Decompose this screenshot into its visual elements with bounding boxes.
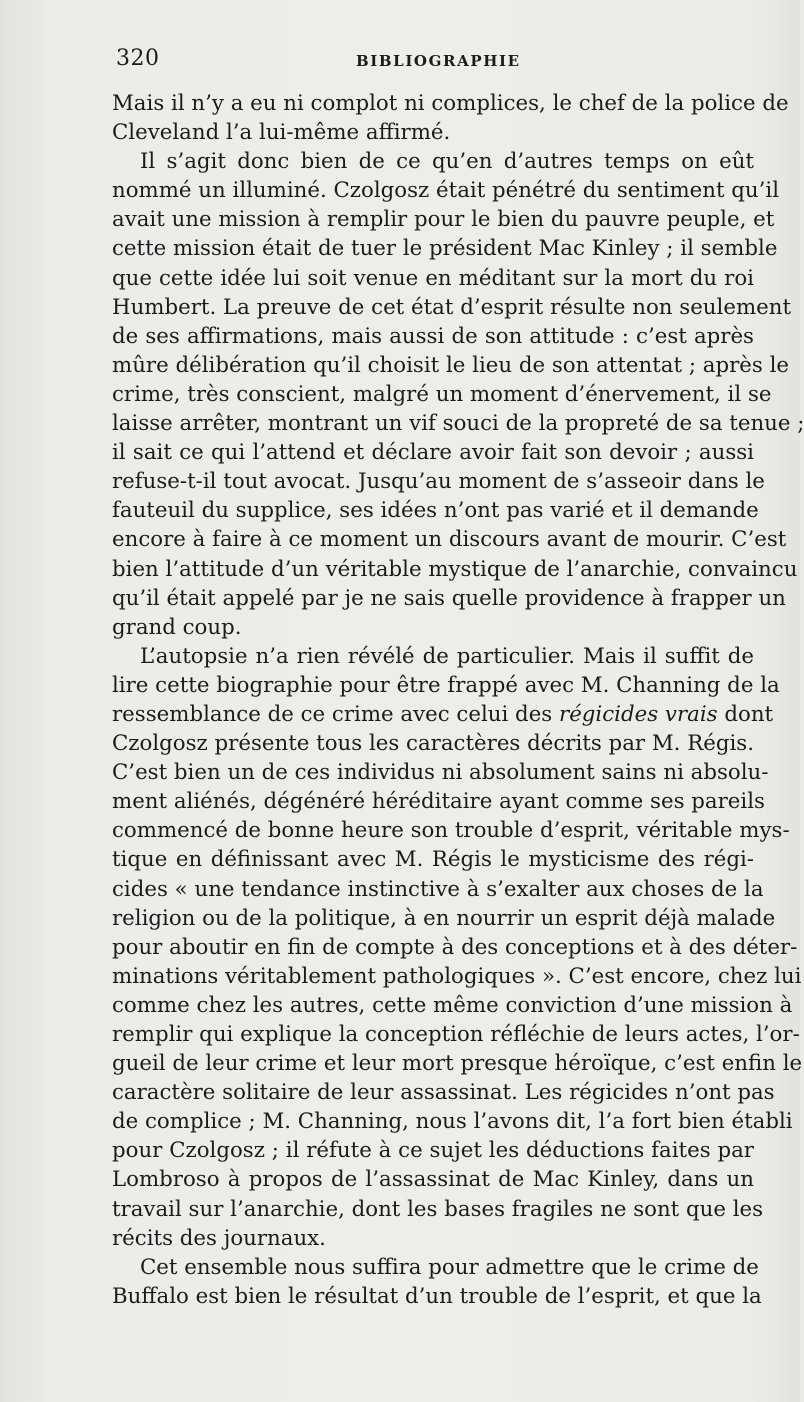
text-line: lire cette biographie pour être frappé avec M. Channing de la — [112, 672, 780, 698]
text-line: que cette idée lui soit venue en méditant sur la mort du roi — [112, 265, 754, 291]
text-line: avait une mission à remplir pour le bien du pauvre peuple, et — [112, 207, 775, 233]
text-line: Lombroso à propos de l’assassinat de Mac Kinley, dans un — [112, 1167, 754, 1193]
text-line-with-italic — [112, 700, 774, 729]
paragraph-start-line: Cet ensemble nous suffira pour admettre que le crime de — [140, 1254, 759, 1280]
text-line: fauteuil du supplice, ses idées n’ont pas varié et il demande — [112, 498, 759, 524]
text-line: de complice ; M. Channing, nous l’avons dit, l’a fort bien établi — [112, 1109, 793, 1135]
text-line: il sait ce qui l’attend et déclare avoir fait son devoir ; aussi — [112, 440, 754, 466]
body-text — [112, 89, 804, 1311]
page-header — [116, 46, 756, 80]
italic-term: régicides vrais — [559, 701, 718, 727]
text-line: grand coup. — [112, 614, 242, 640]
text-line: ment aliénés, dégénéré héréditaire ayant comme ses pareils — [112, 789, 765, 815]
text-line: caractère solitaire de leur assassinat. Les régicides n’ont pas — [112, 1080, 775, 1106]
text-line: Czolgosz présente tous les caractères décrits par M. Régis. — [112, 731, 754, 757]
text-line: Cleveland l’a lui-même affirmé. — [112, 120, 451, 146]
text-line: cides « une tendance instinctive à s’exalter aux choses de la — [112, 876, 764, 902]
running-title: BIBLIOGRAPHIE — [356, 52, 521, 70]
text-line: Buffalo est bien le résultat d’un trouble de l’esprit, et que la — [112, 1283, 762, 1309]
text-line: travail sur l’anarchie, dont les bases fragiles ne sont que les — [112, 1196, 764, 1222]
text-line: tique en définissant avec M. Régis le mysticisme des régi- — [112, 847, 754, 873]
text-line: gueil de leur crime et leur mort presque héroïque, c’est enfin le — [112, 1051, 803, 1077]
text-line: refuse-t-il tout avocat. Jusqu’au moment de s’asseoir dans le — [112, 469, 765, 495]
text-line: de ses affirmations, mais aussi de son attitude : c’est après — [112, 323, 754, 349]
paragraph-start-line: Il s’agit donc bien de ce qu’en d’autres temps on eût — [140, 149, 754, 175]
text-line: encore à faire à ce moment un discours avant de mourir. C’est — [112, 527, 787, 553]
text-line: remplir qui explique la conception réfléchie de leurs actes, l’or- — [112, 1022, 800, 1047]
paragraph-start-line: L’autopsie n’a rien révélé de particulier. Mais il suffit de — [140, 643, 754, 669]
text-line: mûre délibération qu’il choisit le lieu de son attentat ; après le — [112, 352, 789, 378]
text-line: cette mission était de tuer le président Mac Kinley ; il semble — [112, 236, 778, 262]
text-line: Humbert. La preuve de cet état d’esprit résulte non seulement — [112, 294, 792, 320]
text-line: C’est bien un de ces individus ni absolument sains ni absolu- — [112, 760, 769, 786]
page-number: 320 — [116, 46, 160, 71]
text-line: laisse arrêter, montrant un vif souci de la propreté de sa tenue ; — [112, 411, 804, 437]
text-line: bien l’attitude d’un véritable mystique de l’anarchie, convaincu — [112, 556, 798, 582]
text-line: pour aboutir en fin de compte à des conceptions et à des déter- — [112, 934, 798, 960]
text-line: crime, très conscient, malgré un moment d’énervement, il se — [112, 381, 772, 407]
text-line: Mais il n’y a eu ni complot ni complices, le chef de la police de — [112, 91, 789, 116]
text-line: commencé de bonne heure son trouble d’esprit, véritable mys- — [112, 818, 790, 844]
text-segment: ressemblance de ce crime avec celui des — [112, 701, 553, 727]
text-line: récits des journaux. — [112, 1225, 326, 1251]
text-line: pour Czolgosz ; il réfute à ce sujet les déductions faites par — [112, 1138, 754, 1164]
text-line: religion ou de la politique, à en nourrir un esprit déjà malade — [112, 905, 776, 931]
text-line: comme chez les autres, cette même conviction d’une mission à — [112, 992, 793, 1018]
text-line: nommé un illuminé. Czolgosz était pénétré du sentiment qu’il — [112, 178, 780, 204]
text-segment: dont — [724, 701, 774, 727]
text-line: qu’il était appelé par je ne sais quelle providence à frapper un — [112, 585, 786, 611]
text-line: minations véritablement pathologiques ». C’est encore, chez lui — [112, 963, 802, 989]
